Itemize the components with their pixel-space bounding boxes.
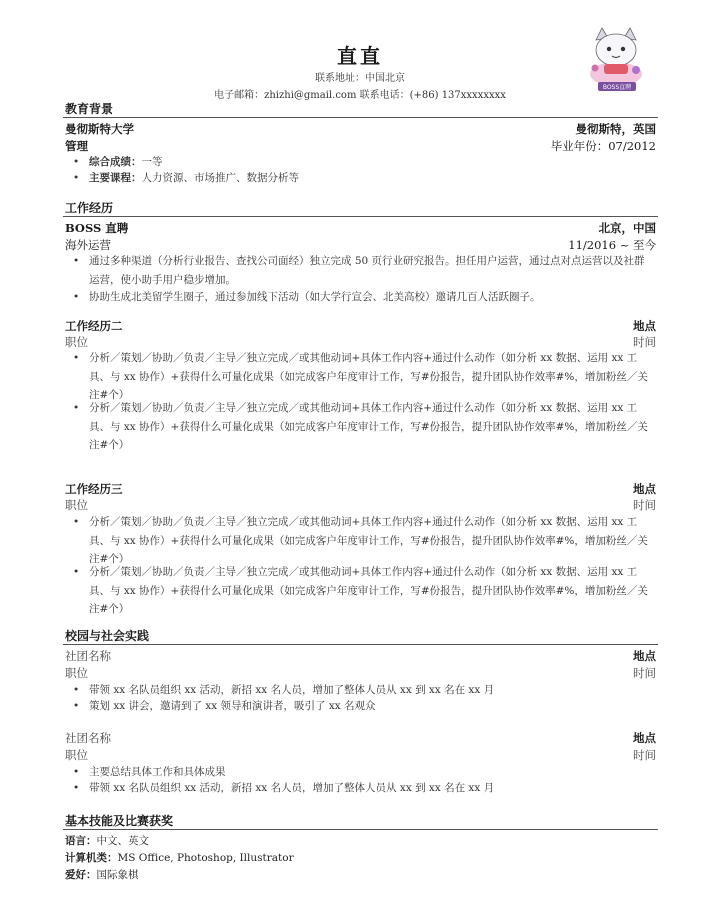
skill-item bbox=[65, 850, 294, 865]
work-company-row bbox=[65, 220, 656, 235]
boss-logo-icon bbox=[586, 24, 648, 94]
work3-title: 工作经历三 bbox=[65, 482, 123, 496]
skill-item bbox=[65, 867, 139, 882]
major: 管理 bbox=[65, 139, 88, 153]
graduation-date: 毕业年份：07/2012 bbox=[550, 139, 656, 153]
work3-position: 职位 bbox=[65, 498, 88, 512]
skill-value: 国际象棋 bbox=[96, 869, 139, 881]
campus2-position-row bbox=[65, 747, 656, 762]
org-name: 社团名称 bbox=[65, 731, 111, 745]
education-major-row bbox=[65, 138, 656, 153]
resume-page: 直直 联系地址：中国北京 电子邮箱：zhizhi@gmail.com 联系电话：(+86) 137xxxxxxxx BOSS直聘 教育背景 曼彻斯特大学 曼彻斯特，英国 管理 毕业年份：07/2012 • 综合成绩：一等 • 主要课程：人力资源、市场推广、数据分析等 工作经历 BOSS 直聘 北京，中国 海外运营 11/2016 ~ 至今 • 通过多种渠道（分析行业报告、查找公司面经）独立完成 50 页行业研究报告。担任用户运营，通过点对点运营以及社群运营，使小助手用户稳步增加。 • 协助生成北美留学生圈子，通过参加线下活动（如大学行宣会、北美高校）邀请几百人活跃圈子。 工作经历二 地点 职位 时间 • 分析／策划／协助／负责／主导／独立完成／或其他动词+具体工作内容+通过什么动作（如分析 xx 数据、运用 xx 工具、与 xx 协作）+获得什么可量化成果（如完成客户年度审计工作，写#份报告，提升团队协作效率#%，增加粉丝／关注#个） • 分析／策划／协助／负责／主导／独立完成／或其他动词+具体工作内容+通过什么动作（如分析 xx 数据、运用 xx 工具、与 xx 协作）+获得什么可量化成果（如完成客户年度审计工作，写#份报告，提升团队协作效率#%，增加粉丝／关注#个） 工作经历三 地点 职位 时间 • 分析／策划／协助／负责／主导／独立完成／或其他动词+具体工作内容+通过什么动作（如分析 xx 数据、运用 xx 工具、与 xx 协作）+获得什么可量化成果（如完成客户年度审计工作，写#份报告，提升团队协作效率#%，增加粉丝／关注#个） • 分析／策划／协助／负责／主导／独立完成／或其他动词+具体工作内容+通过什么动作（如分析 xx 数据、运用 xx 工具、与 xx 协作）+获得什么可量化成果（如完成客户年度审计工作，写#份报告，提升团队协作效率#%，增加粉丝／关注#个） 校园与社会实践 社团名称 地点 职位 时间 • 带领 xx 名队员组织 xx 活动，新招 xx 名人员，增加了整体人员从 xx 到 xx 名在 xx 月 • 策划 xx 讲会，邀请到了 xx 领导和演讲者，吸引了 xx 名观众 社团名称 地点 职位 时间 • 主要总结具体工作和具体成果 • 带领 xx 名队员组织 xx 活动，新招 xx 名人员，增加了整体人员从 xx 到 xx 名在 xx 月 基本技能及比赛获奖 语言：中文、英文 计算机类：MS Office, Photoshop, Illustrator 爱好：国际象棋 bbox=[0, 0, 720, 905]
education-school-row bbox=[65, 121, 656, 136]
skill-label: 爱好： bbox=[65, 869, 97, 881]
contact-line: 电子邮箱：zhizhi@gmail.com 联系电话：(+86) 137xxxxxxxx bbox=[214, 90, 506, 101]
bullet-text: 一等 bbox=[141, 156, 163, 168]
work3-title-row bbox=[65, 481, 656, 496]
bullet-text: 策划 xx 讲会，邀请到了 xx 领导和演讲者，吸引了 xx 名观众 bbox=[89, 700, 376, 712]
work2-position: 职位 bbox=[65, 335, 88, 349]
education-title: 教育背景 bbox=[65, 102, 114, 116]
position: 海外运营 bbox=[65, 238, 111, 252]
bullet-text: 主要总结具体工作和具体成果 bbox=[89, 766, 226, 778]
work-divider bbox=[63, 216, 658, 217]
skill-item bbox=[65, 833, 149, 848]
work3-time: 时间 bbox=[633, 498, 656, 512]
skill-value: 中文、英文 bbox=[96, 835, 149, 847]
campus1-org-row bbox=[65, 648, 656, 663]
education-divider bbox=[63, 117, 658, 118]
work-period: 11/2016 ~ 至今 bbox=[568, 238, 656, 252]
bullet-text: 协助生成北美留学生圈子，通过参加线下活动（如大学行宣会、北美高校）邀请几百人活跃圈子。 bbox=[89, 291, 541, 303]
bullet-label: 主要课程： bbox=[89, 172, 142, 184]
org-time: 时间 bbox=[633, 666, 656, 680]
work2-time: 时间 bbox=[633, 335, 656, 349]
work2-place: 地点 bbox=[633, 319, 656, 333]
school-location: 曼彻斯特，英国 bbox=[575, 122, 656, 136]
work2-title-row bbox=[65, 318, 656, 333]
logo-text: BOSS直聘 bbox=[602, 84, 632, 91]
address-line: 联系地址：中国北京 bbox=[315, 73, 405, 84]
school-name: 曼彻斯特大学 bbox=[65, 122, 134, 136]
bullet-text: 带领 xx 名队员组织 xx 活动，新招 xx 名人员，增加了整体人员从 xx 到 xx 名在 xx 月 bbox=[89, 782, 495, 794]
work3-position-row bbox=[65, 497, 656, 512]
skills-title: 基本技能及比赛获奖 bbox=[65, 814, 174, 828]
work-title: 工作经历 bbox=[65, 201, 114, 215]
company-location: 北京，中国 bbox=[598, 221, 656, 235]
skills-divider bbox=[63, 829, 658, 830]
bullet-text: 分析／策划／协助／负责／主导／独立完成／或其他动词+具体工作内容+通过什么动作（如分析 xx 数据、运用 xx 工具、与 xx 协作）+获得什么可量化成果（如完成客户年度审计工作，写#份报告，提升团队协作效率#%，增加粉丝／关注#个） bbox=[89, 516, 648, 565]
org-time: 时间 bbox=[633, 748, 656, 762]
org-name: 社团名称 bbox=[65, 649, 111, 663]
bullet-text: 带领 xx 名队员组织 xx 活动，新招 xx 名人员，增加了整体人员从 xx 到 xx 名在 xx 月 bbox=[89, 684, 495, 696]
skill-value: MS Office, Photoshop, Illustrator bbox=[117, 852, 294, 864]
bullet-text: 人力资源、市场推广、数据分析等 bbox=[141, 172, 299, 184]
skill-label: 语言： bbox=[65, 835, 97, 847]
work2-title: 工作经历二 bbox=[65, 319, 123, 333]
skill-label: 计算机类： bbox=[65, 852, 118, 864]
org-position: 职位 bbox=[65, 748, 88, 762]
bullet-text: 分析／策划／协助／负责／主导／独立完成／或其他动词+具体工作内容+通过什么动作（如分析 xx 数据、运用 xx 工具、与 xx 协作）+获得什么可量化成果（如完成客户年度审计工作，写#份报告，提升团队协作效率#%，增加粉丝／关注#个） bbox=[89, 402, 648, 451]
campus-divider bbox=[63, 644, 658, 645]
org-place: 地点 bbox=[633, 649, 656, 663]
candidate-name: 直直 bbox=[337, 44, 383, 68]
work3-place: 地点 bbox=[633, 482, 656, 496]
bullet-text: 分析／策划／协助／负责／主导／独立完成／或其他动词+具体工作内容+通过什么动作（如分析 xx 数据、运用 xx 工具、与 xx 协作）+获得什么可量化成果（如完成客户年度审计工作，写#份报告，提升团队协作效率#%，增加粉丝／关注#个） bbox=[89, 566, 648, 615]
org-place: 地点 bbox=[633, 731, 656, 745]
campus-title: 校园与社会实践 bbox=[65, 629, 150, 643]
campus2-org-row bbox=[65, 730, 656, 745]
org-position: 职位 bbox=[65, 666, 88, 680]
work2-position-row bbox=[65, 334, 656, 349]
bullet-label: 综合成绩： bbox=[89, 156, 142, 168]
bullet-text: 分析／策划／协助／负责／主导／独立完成／或其他动词+具体工作内容+通过什么动作（如分析 xx 数据、运用 xx 工具、与 xx 协作）+获得什么可量化成果（如完成客户年度审计工作，写#份报告，提升团队协作效率#%，增加粉丝／关注#个） bbox=[89, 352, 648, 401]
work-position-row bbox=[65, 237, 656, 252]
bullet-text: 通过多种渠道（分析行业报告、查找公司面经）独立完成 50 页行业研究报告。担任用户运营，通过点对点运营以及社群运营，使小助手用户稳步增加。 bbox=[89, 255, 645, 286]
company-name: BOSS 直聘 bbox=[65, 221, 129, 235]
campus1-position-row bbox=[65, 665, 656, 680]
